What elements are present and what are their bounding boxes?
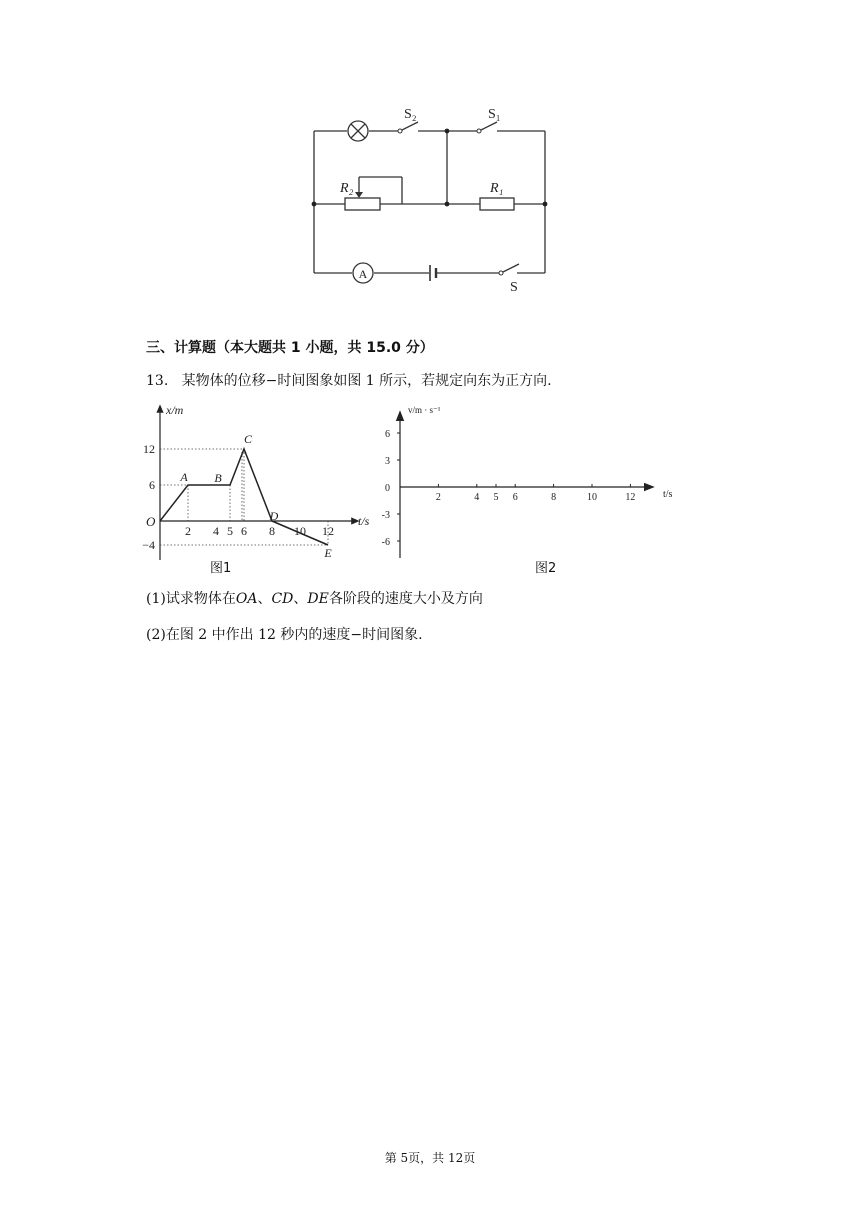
- sub-question-1: (1)试求物体在OA、CD、DE各阶段的速度大小及方向: [146, 591, 483, 607]
- r1-label: R₁: [490, 181, 504, 196]
- question-13: [146, 370, 552, 390]
- fig2-x-tick-label: 5: [493, 492, 499, 503]
- page-footer: 第 5页，共 12页: [384, 1151, 476, 1165]
- question-number: 13.: [146, 373, 169, 389]
- fig1-point-label: B: [214, 471, 222, 485]
- svg-text:A: A: [358, 267, 368, 281]
- fig2-y-tick-label: 0: [385, 483, 390, 494]
- ammeter-icon: [353, 263, 373, 283]
- circuit-diagram: [300, 95, 570, 305]
- fig1-y-tick-label: 12: [143, 442, 155, 456]
- section-heading: 三、计算题（本大题共 1 小题，共 15.0 分）: [146, 340, 434, 356]
- fig1-point-label: D: [269, 509, 279, 523]
- lamp-icon: [348, 121, 368, 141]
- fig1-point-label: C: [243, 432, 253, 446]
- fig1-x-tick-label: 6: [241, 524, 247, 538]
- slider-arrow-icon: [355, 192, 363, 198]
- s-label: S: [510, 280, 518, 295]
- s1-label: S₁: [488, 107, 501, 122]
- fig2-x-tick-label: 2: [435, 492, 441, 503]
- fig2-x-tick-label: 4: [474, 492, 480, 503]
- fig2-y-tick-label: -6: [381, 537, 390, 548]
- r2-label: R₂: [340, 181, 354, 196]
- sub-question-2: (2)在图 2 中作出 12 秒内的速度−时间图象.: [146, 627, 423, 643]
- fig2-xlabel: t/s: [663, 489, 673, 500]
- fig1-ylabel: x/m: [166, 403, 184, 417]
- figure-1-caption: 图1: [210, 561, 232, 576]
- fig1-x-tick-label: 2: [185, 524, 191, 538]
- fig1-x-tick-label: 8: [269, 524, 275, 538]
- fig1-origin-label: O: [146, 514, 156, 529]
- fig1-x-tick-label: 5: [227, 524, 233, 538]
- fig1-y-tick-label: 6: [149, 478, 155, 492]
- figure-1-xt-graph: [140, 400, 380, 560]
- fig2-y-tick-label: 6: [385, 429, 390, 440]
- fig1-point-label: E: [324, 546, 332, 560]
- s2-label: S₂: [404, 107, 417, 122]
- fig2-x-tick-label: 6: [512, 492, 518, 503]
- fig2-x-tick-label: 8: [551, 492, 557, 503]
- fig1-point-label: A: [180, 470, 188, 484]
- figure-2-vt-axes: [378, 400, 688, 560]
- question-text: 某物体的位移−时间图象如图 1 所示，若规定向东为正方向.: [181, 373, 552, 389]
- fig1-x-tick-label: 4: [213, 524, 219, 538]
- fig2-y-tick-label: -3: [381, 510, 390, 521]
- fig1-y-tick-label: −4: [142, 538, 155, 552]
- fig2-x-tick-label: 12: [625, 492, 636, 503]
- figure-2-caption: 图2: [535, 561, 557, 576]
- fig1-x-tick-label: 12: [322, 524, 334, 538]
- fig2-ylabel: v/m · s⁻¹: [408, 405, 441, 415]
- fig2-y-tick-label: 3: [385, 456, 390, 467]
- fig2-x-tick-label: 10: [587, 492, 597, 503]
- fig1-x-tick-label: 10: [294, 524, 306, 538]
- fig1-xlabel: t/s: [358, 514, 370, 528]
